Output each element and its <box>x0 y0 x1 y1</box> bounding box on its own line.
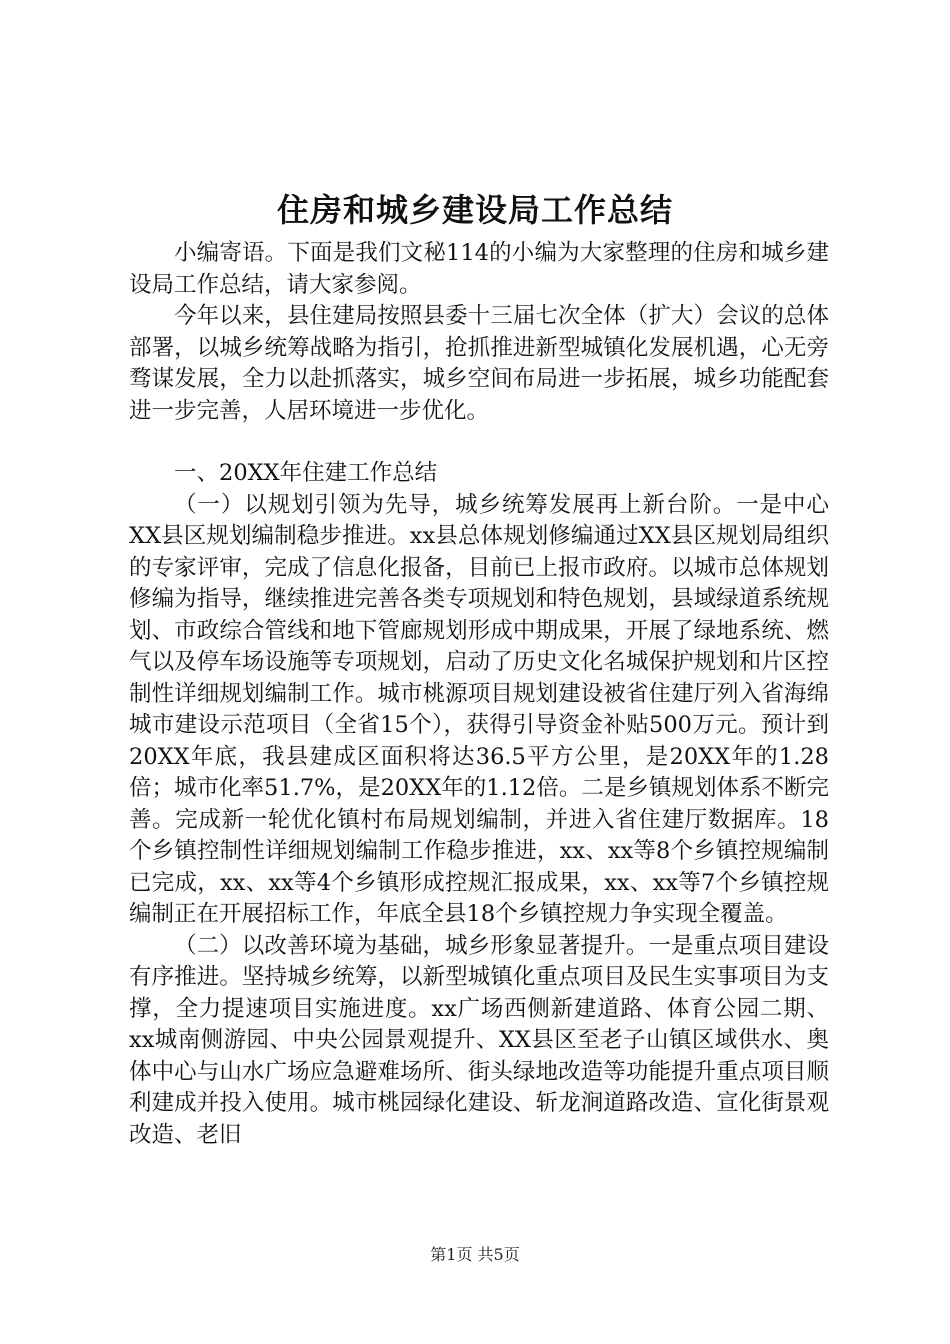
section-heading: 一、20XX年住建工作总结 <box>174 460 438 486</box>
page-title: 住房和城乡建设局工作总结 <box>276 191 673 229</box>
page-footer: 第1页 共5页 <box>430 1245 520 1264</box>
overview-paragraph: 今年以来，县住建局按照县委十三届七次全体（扩大）会议的总体部署，以城乡统筹战略为指引，抢抓推进新型城镇化发展机遇，心无旁骛谋发展，全力以赴抓落实，城乡空间布局进一步拓展，城乡功能配套进一步完善，人居环境进一步优化。 <box>129 303 829 424</box>
intro-paragraph: 小编寄语。下面是我们文秘114的小编为大家整理的住房和城乡建设局工作总结，请大家参阅。 <box>129 240 829 298</box>
environment-paragraph: （二）以改善环境为基础，城乡形象显著提升。一是重点项目建设有序推进。坚持城乡统筹，以新型城镇化重点项目及民生实事项目为支撑，全力提速项目实施进度。xx广场西侧新建道路、体育公园二期、xx城南侧游园、中央公园景观提升、XX县区至老子山镇区域供水、奥体中心与山水广场应急避难场所、街头绿地改造等功能提升重点项目顺利建成并投入使用。城市桃园绿化建设、斩龙涧道路改造、宣化街景观改造、老旧 <box>129 932 829 1148</box>
document-body <box>129 238 829 1151</box>
planning-paragraph: （一）以规划引领为先导，城乡统筹发展再上新台阶。一是中心XX县区规划编制稳步推进。xx县总体规划修编通过XX县区规划局组织的专家评审，完成了信息化报备，目前已上报市政府。以城市总体规划修编为指导，继续推进完善各类专项规划和特色规划，县域绿道系统规划、市政综合管线和地下管廊规划形成中期成果，开展了绿地系统、燃气以及停车场设施等专项规划，启动了历史文化名城保护规划和片区控制性详细规划编制工作。城市桃源项目规划建设被省住建厅列入省海绵城市建设示范项目（全省15个），获得引导资金补贴500万元。预计到20XX年底，我县建成区面积将达36.5平方公里，是20XX年的1.28倍；城市化率51.7%，是20XX年的1.12倍。二是乡镇规划体系不断完善。完成新一轮优化镇村布局规划编制，并进入省住建厅数据库。18个乡镇控制性详细规划编制工作稳步推进，xx、xx等8个乡镇控规编制已完成，xx、xx等4个乡镇形成控规汇报成果，xx、xx等7个乡镇控规编制正在开展招标工作，年底全县18个乡镇控规力争实现全覆盖。 <box>129 491 829 927</box>
